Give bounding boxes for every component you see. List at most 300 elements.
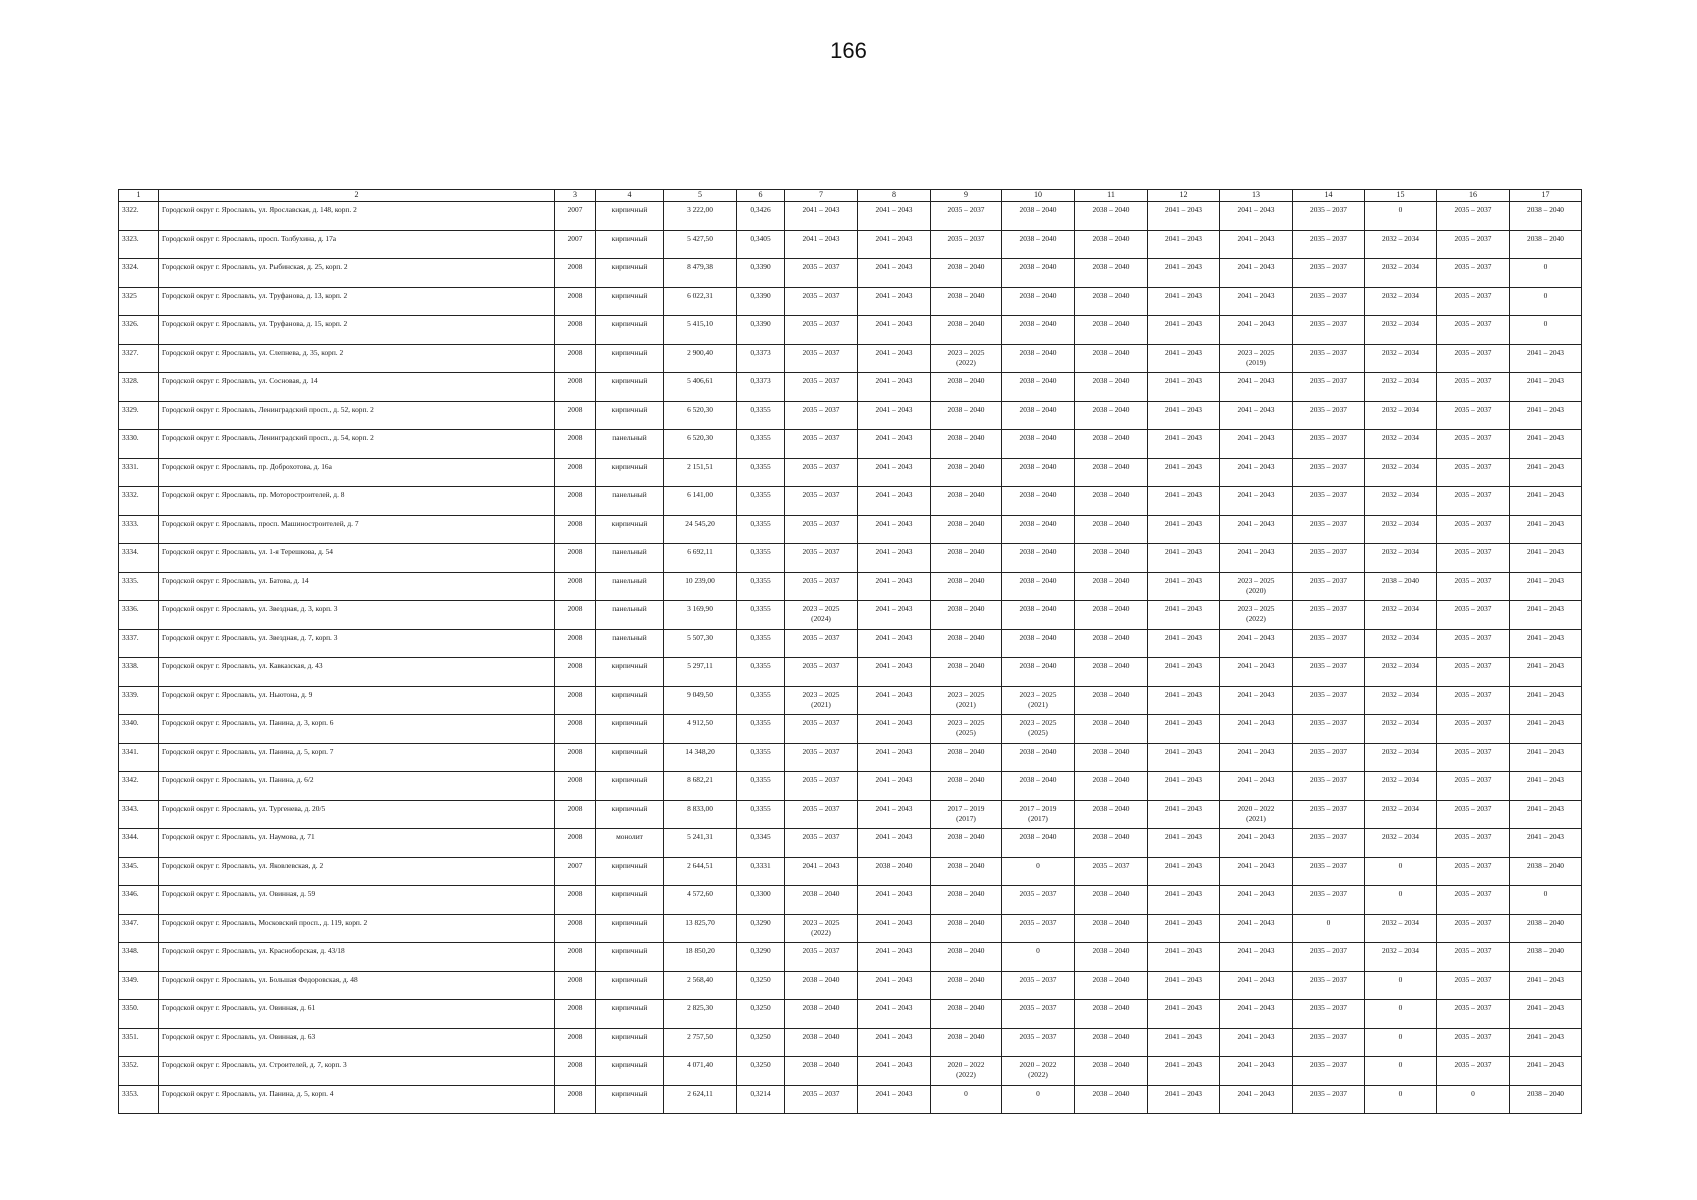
table-cell: 2038 – 2040 — [1510, 230, 1582, 259]
table-cell: 2038 – 2040 — [1075, 515, 1148, 544]
table-cell: 2020 – 2022 (2022) — [931, 1057, 1002, 1086]
table-cell: 2038 – 2040 — [1075, 971, 1148, 1000]
table-cell: 2023 – 2025 (2022) — [785, 914, 858, 943]
table-cell: 5 415,10 — [664, 316, 737, 345]
table-cell: 2008 — [555, 316, 596, 345]
table-cell: панельный — [596, 544, 664, 573]
table-cell: 2041 – 2043 — [858, 344, 931, 373]
row-number-cell: 3338. — [119, 658, 159, 687]
table-cell: 2041 – 2043 — [1148, 515, 1220, 544]
table-cell: монолит — [596, 829, 664, 858]
table-cell: кирпичный — [596, 914, 664, 943]
table-cell: 3 222,00 — [664, 202, 737, 231]
table-cell: 2038 – 2040 — [785, 1000, 858, 1029]
table-cell: 2035 – 2037 — [785, 629, 858, 658]
table-cell: 2038 – 2040 — [931, 1028, 1002, 1057]
table-cell: кирпичный — [596, 259, 664, 288]
table-cell: 0,3250 — [737, 1000, 785, 1029]
table-cell: 2035 – 2037 — [1437, 259, 1510, 288]
table-cell: 2008 — [555, 458, 596, 487]
table-cell: 2041 – 2043 — [1148, 1057, 1220, 1086]
table-cell: 2035 – 2037 — [1293, 1000, 1365, 1029]
table-cell: 0 — [1365, 857, 1437, 886]
table-cell: 2035 – 2037 — [785, 544, 858, 573]
table-cell: 0,3390 — [737, 287, 785, 316]
address-cell: Городской округ г. Ярославль, ул. Кавказская, д. 43 — [159, 658, 555, 687]
table-cell: 2 568,40 — [664, 971, 737, 1000]
table-cell: 2038 – 2040 — [931, 373, 1002, 402]
table-cell: 2023 – 2025 (2025) — [1002, 715, 1075, 744]
table-cell: 2038 – 2040 — [1510, 202, 1582, 231]
table-cell: 2041 – 2043 — [858, 515, 931, 544]
table-cell: 2041 – 2043 — [858, 544, 931, 573]
table-cell: 2038 – 2040 — [931, 857, 1002, 886]
table-cell: 0 — [1365, 886, 1437, 915]
table-cell: 2038 – 2040 — [931, 829, 1002, 858]
table-cell: 0 — [1510, 886, 1582, 915]
table-cell: 2035 – 2037 — [1293, 857, 1365, 886]
table-cell: 2035 – 2037 — [1002, 886, 1075, 915]
table-row — [119, 316, 1582, 345]
table-cell: 2008 — [555, 1057, 596, 1086]
table-cell: 2041 – 2043 — [1510, 487, 1582, 516]
address-cell: Городской округ г. Ярославль, ул. Большая Федоровская, д. 48 — [159, 971, 555, 1000]
table-cell: 2038 – 2040 — [1075, 1057, 1148, 1086]
table-cell: 2035 – 2037 — [931, 230, 1002, 259]
table-cell: 2008 — [555, 1028, 596, 1057]
table-cell: 2041 – 2043 — [858, 886, 931, 915]
table-cell: 2038 – 2040 — [931, 914, 1002, 943]
table-cell: 2041 – 2043 — [1220, 658, 1293, 687]
table-cell: 2038 – 2040 — [1510, 943, 1582, 972]
table-cell: 2 757,50 — [664, 1028, 737, 1057]
table-cell: 2008 — [555, 544, 596, 573]
table-cell: кирпичный — [596, 800, 664, 829]
table-cell: 2038 – 2040 — [1002, 544, 1075, 573]
table-cell: 2038 – 2040 — [931, 458, 1002, 487]
table-row — [119, 287, 1582, 316]
table-cell: 2035 – 2037 — [1293, 430, 1365, 459]
table-cell: 2041 – 2043 — [1148, 914, 1220, 943]
row-number-cell: 3343. — [119, 800, 159, 829]
table-cell: 2035 – 2037 — [785, 572, 858, 601]
table-cell: 2032 – 2034 — [1365, 230, 1437, 259]
table-cell: 2041 – 2043 — [858, 829, 931, 858]
table-cell: 2041 – 2043 — [1510, 373, 1582, 402]
table-cell: 2038 – 2040 — [1075, 287, 1148, 316]
table-cell: 9 049,50 — [664, 686, 737, 715]
table-cell: 2041 – 2043 — [1220, 202, 1293, 231]
table-cell: 2038 – 2040 — [858, 857, 931, 886]
table-cell: 2041 – 2043 — [1220, 401, 1293, 430]
row-number-cell: 3339. — [119, 686, 159, 715]
table-cell: 2035 – 2037 — [1002, 914, 1075, 943]
table-cell: 2032 – 2034 — [1365, 373, 1437, 402]
table-cell: 2041 – 2043 — [1220, 487, 1293, 516]
table-cell: 6 520,30 — [664, 430, 737, 459]
table-cell: 2041 – 2043 — [1220, 686, 1293, 715]
table-cell: 2008 — [555, 629, 596, 658]
table-cell: 2035 – 2037 — [785, 515, 858, 544]
table-cell: 2038 – 2040 — [931, 287, 1002, 316]
table-cell: 2038 – 2040 — [1002, 487, 1075, 516]
table-cell: 2008 — [555, 971, 596, 1000]
table-cell: 2032 – 2034 — [1365, 430, 1437, 459]
table-cell: 2038 – 2040 — [1510, 857, 1582, 886]
table-cell: 2035 – 2037 — [1293, 743, 1365, 772]
table-cell: 2041 – 2043 — [858, 373, 931, 402]
table-cell: 0,3300 — [737, 886, 785, 915]
table-cell: 2035 – 2037 — [1437, 401, 1510, 430]
table-cell: 2038 – 2040 — [1002, 601, 1075, 630]
table-cell: 24 545,20 — [664, 515, 737, 544]
table-row — [119, 430, 1582, 459]
address-cell: Городской округ г. Ярославль, ул. Звездная, д. 7, корп. 3 — [159, 629, 555, 658]
table-cell: 2041 – 2043 — [858, 715, 931, 744]
table-cell: 2008 — [555, 686, 596, 715]
table-cell: 2023 – 2025 (2021) — [785, 686, 858, 715]
table-cell: 2041 – 2043 — [1148, 1028, 1220, 1057]
table-cell: кирпичный — [596, 1028, 664, 1057]
table-cell: 2035 – 2037 — [1293, 658, 1365, 687]
table-cell: 0,3390 — [737, 316, 785, 345]
table-cell: 2041 – 2043 — [1510, 458, 1582, 487]
table-cell: 2035 – 2037 — [1437, 344, 1510, 373]
table-cell: 2041 – 2043 — [1510, 601, 1582, 630]
table-cell: 2041 – 2043 — [1148, 772, 1220, 801]
table-row — [119, 230, 1582, 259]
table-cell: 2035 – 2037 — [1437, 800, 1510, 829]
table-cell: 2038 – 2040 — [931, 430, 1002, 459]
table-cell: 2038 – 2040 — [1002, 572, 1075, 601]
table-cell: 0,3355 — [737, 401, 785, 430]
table-cell: 0,3355 — [737, 715, 785, 744]
table-cell: 2008 — [555, 914, 596, 943]
table-cell: 0,3214 — [737, 1085, 785, 1114]
table-cell: кирпичный — [596, 772, 664, 801]
table-cell: 2038 – 2040 — [785, 1057, 858, 1086]
table-cell: 2032 – 2034 — [1365, 914, 1437, 943]
table-cell: 0 — [1365, 1085, 1437, 1114]
table-cell: 2035 – 2037 — [1293, 829, 1365, 858]
table-row — [119, 743, 1582, 772]
row-number-cell: 3336. — [119, 601, 159, 630]
table-cell: 0,3355 — [737, 686, 785, 715]
row-number-cell: 3342. — [119, 772, 159, 801]
table-cell: 0 — [1365, 202, 1437, 231]
table-cell: 2041 – 2043 — [858, 743, 931, 772]
table-cell: 0,3373 — [737, 373, 785, 402]
table-cell: 2032 – 2034 — [1365, 829, 1437, 858]
table-cell: 2041 – 2043 — [858, 971, 931, 1000]
table-cell: 0,3405 — [737, 230, 785, 259]
table-cell: 2035 – 2037 — [785, 401, 858, 430]
table-cell: 2041 – 2043 — [1148, 658, 1220, 687]
table-cell: 2008 — [555, 772, 596, 801]
table-cell: 2038 – 2040 — [1002, 743, 1075, 772]
table-cell: кирпичный — [596, 715, 664, 744]
table-cell: 2038 – 2040 — [1075, 914, 1148, 943]
table-row — [119, 515, 1582, 544]
table-cell: 2041 – 2043 — [858, 401, 931, 430]
table-row — [119, 800, 1582, 829]
table-cell: 2035 – 2037 — [1437, 658, 1510, 687]
table-cell: 2032 – 2034 — [1365, 943, 1437, 972]
table-cell: 2008 — [555, 601, 596, 630]
table-cell: 2038 – 2040 — [1075, 629, 1148, 658]
address-cell: Городской округ г. Ярославль, ул. Красноборская, д. 43/18 — [159, 943, 555, 972]
table-cell: 2038 – 2040 — [1002, 202, 1075, 231]
row-number-cell: 3332. — [119, 487, 159, 516]
table-cell: 0,3355 — [737, 629, 785, 658]
table-cell: 2038 – 2040 — [1075, 259, 1148, 288]
table-cell: 0,3331 — [737, 857, 785, 886]
column-number-header: 4 — [596, 190, 664, 202]
table-cell: 2041 – 2043 — [1220, 772, 1293, 801]
table-cell: 2032 – 2034 — [1365, 772, 1437, 801]
table-cell: 2023 – 2025 (2025) — [931, 715, 1002, 744]
table-cell: 2041 – 2043 — [1148, 715, 1220, 744]
column-number-header: 16 — [1437, 190, 1510, 202]
table-cell: 2035 – 2037 — [1293, 344, 1365, 373]
row-number-cell: 3324. — [119, 259, 159, 288]
table-cell: кирпичный — [596, 943, 664, 972]
table-cell: 2008 — [555, 1000, 596, 1029]
table-row — [119, 1085, 1582, 1114]
table-cell: 2041 – 2043 — [858, 230, 931, 259]
table-cell: 2041 – 2043 — [858, 629, 931, 658]
table-row — [119, 971, 1582, 1000]
table-cell: 2035 – 2037 — [1002, 1000, 1075, 1029]
table-cell: 2023 – 2025 (2022) — [931, 344, 1002, 373]
table-cell: 2038 – 2040 — [1002, 344, 1075, 373]
table-cell: 2041 – 2043 — [1220, 515, 1293, 544]
table-cell: 2041 – 2043 — [1510, 1000, 1582, 1029]
table-cell: 2041 – 2043 — [1220, 943, 1293, 972]
table-cell: 4 572,60 — [664, 886, 737, 915]
table-cell: 0 — [1002, 857, 1075, 886]
table-cell: 13 825,70 — [664, 914, 737, 943]
table-cell: 2041 – 2043 — [1510, 686, 1582, 715]
table-cell: 2035 – 2037 — [1437, 287, 1510, 316]
table-cell: 2035 – 2037 — [1437, 515, 1510, 544]
table-cell: 2035 – 2037 — [785, 430, 858, 459]
table-cell: 2023 – 2025 (2020) — [1220, 572, 1293, 601]
address-cell: Городской округ г. Ярославль, ул. Звездная, д. 3, корп. 3 — [159, 601, 555, 630]
table-cell: 2038 – 2040 — [1510, 1085, 1582, 1114]
table-cell: 2041 – 2043 — [858, 316, 931, 345]
table-cell: 2041 – 2043 — [1148, 487, 1220, 516]
table-cell: 2035 – 2037 — [1293, 373, 1365, 402]
row-number-cell: 3329. — [119, 401, 159, 430]
table-cell: 0,3355 — [737, 487, 785, 516]
table-cell: 5 241,31 — [664, 829, 737, 858]
table-cell: 0 — [1365, 1057, 1437, 1086]
table-cell: кирпичный — [596, 1085, 664, 1114]
table-cell: 2008 — [555, 572, 596, 601]
table-cell: 2041 – 2043 — [1510, 658, 1582, 687]
table-cell: 2035 – 2037 — [1293, 1028, 1365, 1057]
table-cell: 2035 – 2037 — [785, 1085, 858, 1114]
table-cell: 2038 – 2040 — [1075, 487, 1148, 516]
address-cell: Городской округ г. Ярославль, Ленинградский просп., д. 54, корп. 2 — [159, 430, 555, 459]
table-cell: 2041 – 2043 — [785, 230, 858, 259]
table-cell: 2041 – 2043 — [1220, 230, 1293, 259]
table-cell: 2038 – 2040 — [1075, 886, 1148, 915]
address-cell: Городской округ г. Ярославль, ул. Овинная, д. 61 — [159, 1000, 555, 1029]
table-cell: 2032 – 2034 — [1365, 515, 1437, 544]
row-number-cell: 3323. — [119, 230, 159, 259]
table-cell: 2041 – 2043 — [858, 487, 931, 516]
page-number: 166 — [830, 38, 867, 63]
table-cell: 2023 – 2025 (2021) — [931, 686, 1002, 715]
table-cell: 0,3390 — [737, 259, 785, 288]
table-cell: 2038 – 2040 — [1075, 316, 1148, 345]
table-cell: 2008 — [555, 487, 596, 516]
table-cell: 2041 – 2043 — [1220, 373, 1293, 402]
address-cell: Городской округ г. Ярославль, ул. Панина, д. 5, корп. 4 — [159, 1085, 555, 1114]
table-cell: 2038 – 2040 — [1075, 344, 1148, 373]
table-cell: 2023 – 2025 (2021) — [1002, 686, 1075, 715]
table-cell: 2041 – 2043 — [1510, 715, 1582, 744]
row-number-cell: 3325 — [119, 287, 159, 316]
row-number-cell: 3353. — [119, 1085, 159, 1114]
table-cell: 2008 — [555, 401, 596, 430]
table-cell: 2038 – 2040 — [1075, 829, 1148, 858]
table-cell: 2038 – 2040 — [1075, 1028, 1148, 1057]
table-cell: 2 825,30 — [664, 1000, 737, 1029]
table-cell: 2038 – 2040 — [931, 601, 1002, 630]
table-cell: 2041 – 2043 — [1220, 857, 1293, 886]
table-cell: 2041 – 2043 — [858, 1000, 931, 1029]
table-cell: 2035 – 2037 — [785, 487, 858, 516]
address-cell: Городской округ г. Ярославль, просп. Толбухина, д. 17а — [159, 230, 555, 259]
table-row — [119, 686, 1582, 715]
table-cell: 2035 – 2037 — [1437, 1000, 1510, 1029]
table-cell: 2035 – 2037 — [1437, 1028, 1510, 1057]
table-cell: 2041 – 2043 — [1220, 287, 1293, 316]
table-cell: панельный — [596, 601, 664, 630]
table-row — [119, 943, 1582, 972]
table-cell: 2035 – 2037 — [1293, 259, 1365, 288]
column-number-header: 1 — [119, 190, 159, 202]
table-cell: 2038 – 2040 — [1075, 430, 1148, 459]
table-cell: 2041 – 2043 — [1510, 430, 1582, 459]
table-cell: кирпичный — [596, 658, 664, 687]
table-cell: панельный — [596, 572, 664, 601]
table-row — [119, 373, 1582, 402]
column-number-header: 6 — [737, 190, 785, 202]
table-row — [119, 914, 1582, 943]
table-cell: 2041 – 2043 — [1148, 629, 1220, 658]
table-cell: 2041 – 2043 — [1510, 971, 1582, 1000]
table-row — [119, 857, 1582, 886]
table-cell: 2032 – 2034 — [1365, 715, 1437, 744]
table-cell: 2041 – 2043 — [1148, 686, 1220, 715]
table-cell: 2032 – 2034 — [1365, 743, 1437, 772]
table-cell: 2035 – 2037 — [1437, 686, 1510, 715]
table-cell: 2038 – 2040 — [785, 971, 858, 1000]
table-cell: 2035 – 2037 — [1293, 772, 1365, 801]
column-number-header: 5 — [664, 190, 737, 202]
table-cell: 2035 – 2037 — [1437, 772, 1510, 801]
table-cell: 2035 – 2037 — [1293, 515, 1365, 544]
table-cell: 2038 – 2040 — [931, 743, 1002, 772]
table-cell: 0,3355 — [737, 544, 785, 573]
table-cell: 2008 — [555, 715, 596, 744]
table-cell: кирпичный — [596, 886, 664, 915]
table-cell: 2035 – 2037 — [1002, 1028, 1075, 1057]
table-cell: 2 900,40 — [664, 344, 737, 373]
table-cell: 2041 – 2043 — [858, 1057, 931, 1086]
table-cell: 2035 – 2037 — [1437, 373, 1510, 402]
table-cell: 2038 – 2040 — [1075, 1085, 1148, 1114]
table-cell: 2038 – 2040 — [1002, 629, 1075, 658]
table-cell: 2041 – 2043 — [1148, 458, 1220, 487]
table-cell: 2041 – 2043 — [1220, 743, 1293, 772]
table-cell: 2041 – 2043 — [1510, 572, 1582, 601]
table-cell: 2035 – 2037 — [1437, 914, 1510, 943]
row-number-cell: 3326. — [119, 316, 159, 345]
table-cell: 2035 – 2037 — [785, 344, 858, 373]
table-cell: 2035 – 2037 — [1075, 857, 1148, 886]
column-number-header: 15 — [1365, 190, 1437, 202]
table-cell: 2041 – 2043 — [1510, 800, 1582, 829]
table-cell: кирпичный — [596, 230, 664, 259]
table-cell: 2041 – 2043 — [1148, 287, 1220, 316]
table-row — [119, 772, 1582, 801]
table-cell: 2035 – 2037 — [785, 658, 858, 687]
table-cell: 0 — [1365, 1028, 1437, 1057]
table-cell: 2038 – 2040 — [1002, 430, 1075, 459]
table-cell: 2038 – 2040 — [1075, 772, 1148, 801]
table-cell: 2035 – 2037 — [785, 772, 858, 801]
table-cell: 6 022,31 — [664, 287, 737, 316]
table-cell: 2032 – 2034 — [1365, 601, 1437, 630]
address-cell: Городской округ г. Ярославль, ул. Ньютона, д. 9 — [159, 686, 555, 715]
table-cell: 2007 — [555, 202, 596, 231]
column-number-header: 2 — [159, 190, 555, 202]
table-cell: 2041 – 2043 — [858, 458, 931, 487]
table-cell: 2038 – 2040 — [1075, 202, 1148, 231]
table-cell: 2035 – 2037 — [1293, 572, 1365, 601]
table-cell: 2041 – 2043 — [1148, 971, 1220, 1000]
table-cell: 2032 – 2034 — [1365, 800, 1437, 829]
table-cell: 2041 – 2043 — [1220, 886, 1293, 915]
table-row — [119, 401, 1582, 430]
table-cell: 2038 – 2040 — [1510, 914, 1582, 943]
table-cell: 2035 – 2037 — [1293, 287, 1365, 316]
column-number-header: 7 — [785, 190, 858, 202]
table-cell: 2035 – 2037 — [785, 458, 858, 487]
address-cell: Городской округ г. Ярославль, просп. Машиностроителей, д. 7 — [159, 515, 555, 544]
table-cell: 2023 – 2025 (2019) — [1220, 344, 1293, 373]
table-cell: 2035 – 2037 — [1437, 202, 1510, 231]
table-cell: 2038 – 2040 — [1075, 401, 1148, 430]
table-cell: 5 427,50 — [664, 230, 737, 259]
table-cell: 2038 – 2040 — [785, 1028, 858, 1057]
table-cell: 2041 – 2043 — [1220, 544, 1293, 573]
table-cell: кирпичный — [596, 373, 664, 402]
table-cell: 2041 – 2043 — [1148, 857, 1220, 886]
table-cell: 2035 – 2037 — [1437, 886, 1510, 915]
table-cell: 2035 – 2037 — [1293, 601, 1365, 630]
table-cell: 2008 — [555, 430, 596, 459]
table-cell: 2035 – 2037 — [1437, 544, 1510, 573]
table-cell: 2041 – 2043 — [1148, 886, 1220, 915]
table-cell: 0,3426 — [737, 202, 785, 231]
table-cell: 5 406,61 — [664, 373, 737, 402]
